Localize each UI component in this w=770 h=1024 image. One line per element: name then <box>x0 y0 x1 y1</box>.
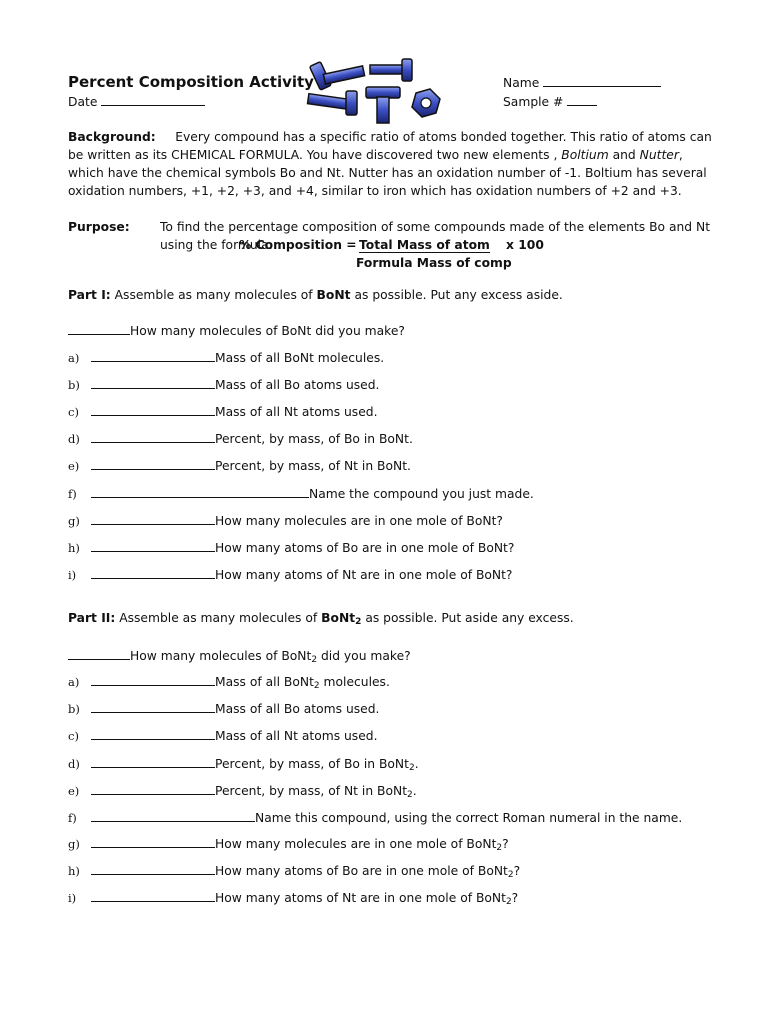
name-label: Name <box>503 76 540 90</box>
question-text: Mass of all Nt atoms used. <box>215 405 378 419</box>
formula-multiplier: x 100 <box>506 238 544 252</box>
part1-compound: BoNt <box>316 288 351 302</box>
question-text-a: Percent, by mass, of Bo in BoNt <box>215 757 409 771</box>
background-and: and <box>612 148 636 162</box>
part2-heading-text-a: Assemble as many molecules of <box>119 611 318 625</box>
answer-blank[interactable] <box>91 701 215 713</box>
part1-main-question <box>68 323 405 338</box>
bolt-shape <box>370 59 412 81</box>
question-row <box>91 486 534 501</box>
part2-compound-sub: 2 <box>355 617 362 627</box>
answer-blank[interactable] <box>91 540 215 552</box>
date-blank[interactable] <box>101 94 205 106</box>
item-letter: f) <box>68 811 77 825</box>
question-sub: 2 <box>407 790 413 800</box>
part2-heading <box>68 611 574 627</box>
item-letter: e) <box>68 784 80 798</box>
answer-blank[interactable] <box>91 728 215 740</box>
item-letter: c) <box>68 729 79 743</box>
part1-heading-text-b: as possible. Put any excess aside. <box>354 288 563 302</box>
formula-lhs: % Composition = <box>239 238 357 252</box>
item-letter: e) <box>68 459 80 473</box>
formula-denominator: Formula Mass of comp <box>356 256 512 270</box>
item-letter: h) <box>68 541 80 555</box>
answer-blank[interactable] <box>91 863 215 875</box>
answer-blank[interactable] <box>91 810 255 822</box>
answer-blank[interactable] <box>91 377 215 389</box>
background-text-2: , which have the chemical symbols Bo and Nt. Nutter has an oxidation number of -1. Boltium has several oxidation numbers, +1, +2, +3, and +4, similar to iron which has oxidation numbers of +2 and +3. <box>68 148 707 198</box>
answer-blank[interactable] <box>91 756 215 768</box>
question-row <box>91 836 509 853</box>
item-letter: d) <box>68 757 80 771</box>
background-paragraph <box>68 128 718 200</box>
date-label: Date <box>68 95 98 109</box>
question-sub: 2 <box>505 897 512 907</box>
part2-prefix: Part II: <box>68 611 116 625</box>
question-text: Percent, by mass, of Bo in BoNt. <box>215 432 413 446</box>
item-letter: i) <box>68 891 77 905</box>
item-letter: c) <box>68 405 79 419</box>
part2-main-question <box>68 648 411 665</box>
question-text-b: . <box>412 784 417 798</box>
question-text-a: Percent, by mass, of Nt in BoNt <box>215 784 408 798</box>
name-field[interactable] <box>503 75 661 90</box>
item-letter: i) <box>68 568 77 582</box>
sample-blank[interactable] <box>567 94 597 106</box>
bolts-and-nuts-image <box>306 55 442 125</box>
question-row <box>91 863 520 880</box>
question-text-a: Mass of all Nt atoms used. <box>215 729 378 743</box>
purpose-label: Purpose: <box>68 220 130 234</box>
item-letter: h) <box>68 864 80 878</box>
question-row <box>91 756 419 773</box>
item-letter: d) <box>68 432 80 446</box>
part2-compound-text: BoNt <box>321 611 356 625</box>
answer-blank[interactable] <box>91 783 215 795</box>
part1-heading-text-a: Assemble as many molecules of <box>114 288 313 302</box>
item-letter: f) <box>68 487 77 501</box>
question-text-b: . <box>414 757 419 771</box>
nutter-term: Nutter <box>639 148 679 162</box>
item-letter: b) <box>68 702 80 716</box>
purpose-description: To find the percentage composition of some compounds made of the elements Bo and Nt using the formula: <box>160 220 711 252</box>
question-row <box>91 540 514 555</box>
question-text-a: Mass of all Bo atoms used. <box>215 702 380 716</box>
answer-blank[interactable] <box>91 404 215 416</box>
item-letter: g) <box>68 837 80 851</box>
question-text-b: molecules. <box>319 675 390 689</box>
question-text-a: How many molecules of BoNt <box>130 649 312 663</box>
numerator-text: Total Mass of atom <box>359 238 490 252</box>
question-text-a: Mass of all BoNt <box>215 675 314 689</box>
bolt-shape <box>309 62 364 91</box>
question-text: Percent, by mass, of Nt in BoNt. <box>215 459 411 473</box>
question-row <box>91 728 378 743</box>
boltium-term: Boltium <box>561 148 609 162</box>
question-row <box>91 377 379 392</box>
page-title: Percent Composition Activity <box>68 73 314 91</box>
date-field[interactable] <box>68 94 205 109</box>
question-row <box>91 350 384 365</box>
answer-blank[interactable] <box>68 323 130 335</box>
question-text: How many molecules of BoNt did you make? <box>130 324 405 338</box>
background-text-1: Every compound has a specific ratio of atoms bonded together. This ratio of atoms can be written as its CHEMICAL FORMULA. You have discovered two new elements , <box>68 130 712 162</box>
question-text-b: ? <box>502 837 509 851</box>
item-letter: g) <box>68 514 80 528</box>
question-text-a: How many atoms of Bo are in one mole of BoNt <box>215 864 508 878</box>
answer-blank[interactable] <box>91 567 215 579</box>
question-row <box>91 431 413 446</box>
answer-blank[interactable] <box>91 513 215 525</box>
question-text-a: Name this compound, using the correct Roman numeral in the name. <box>255 811 683 825</box>
nut-shape <box>412 89 440 117</box>
question-row <box>91 513 503 528</box>
question-text: How many molecules are in one mole of BoNt? <box>215 514 503 528</box>
question-text-b: did you make? <box>320 649 411 663</box>
part2-compound <box>321 611 361 625</box>
answer-blank[interactable] <box>91 431 215 443</box>
item-letter: a) <box>68 351 80 365</box>
question-sub: 2 <box>313 681 320 691</box>
question-text: Mass of all Bo atoms used. <box>215 378 380 392</box>
question-row <box>91 404 378 419</box>
question-sub: 2 <box>311 655 318 665</box>
bolt-shape <box>308 91 357 115</box>
name-blank[interactable] <box>543 75 661 87</box>
question-row <box>91 890 518 907</box>
question-text: How many atoms of Bo are in one mole of BoNt? <box>215 541 515 555</box>
question-text-b: ? <box>511 891 519 905</box>
answer-blank[interactable] <box>91 350 215 362</box>
background-label: Background: <box>68 130 156 144</box>
part1-prefix: Part I: <box>68 288 111 302</box>
answer-blank[interactable] <box>68 648 130 660</box>
question-sub: 2 <box>496 843 503 853</box>
answer-blank[interactable] <box>91 674 215 686</box>
question-text-b: ? <box>513 864 521 878</box>
question-row <box>91 810 682 825</box>
question-sub: 2 <box>408 763 415 773</box>
answer-blank[interactable] <box>91 890 215 902</box>
question-text: Name the compound you just made. <box>309 487 534 501</box>
question-row <box>91 701 379 716</box>
sample-label: Sample # <box>503 95 564 109</box>
part1-heading <box>68 288 563 302</box>
question-text: How many atoms of Nt are in one mole of BoNt? <box>215 568 513 582</box>
answer-blank[interactable] <box>91 836 215 848</box>
answer-blank[interactable] <box>91 486 309 498</box>
question-row <box>91 458 411 473</box>
bolt-shape <box>366 87 400 123</box>
item-letter: b) <box>68 378 80 392</box>
question-row <box>91 567 512 582</box>
formula-numerator <box>359 238 490 252</box>
question-text-a: How many molecules are in one mole of BoNt <box>215 837 497 851</box>
answer-blank[interactable] <box>91 458 215 470</box>
question-sub: 2 <box>507 870 514 880</box>
part2-heading-text-b: as possible. Put aside any excess. <box>365 611 574 625</box>
question-text-a: How many atoms of Nt are in one mole of BoNt <box>215 891 506 905</box>
item-letter: a) <box>68 675 80 689</box>
question-text: Mass of all BoNt molecules. <box>215 351 385 365</box>
question-row <box>91 783 417 800</box>
question-row <box>91 674 390 691</box>
sample-field[interactable] <box>503 94 597 109</box>
